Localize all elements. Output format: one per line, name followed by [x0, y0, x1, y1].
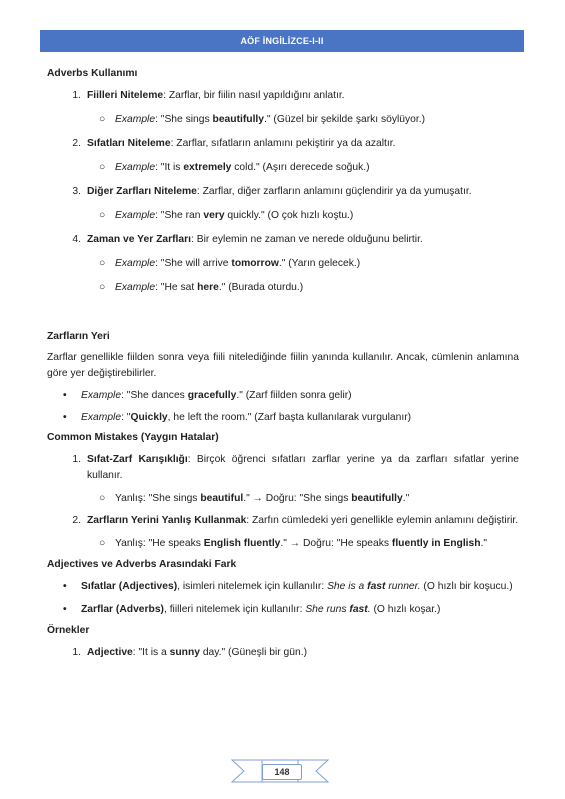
section-heading-common-mistakes: Common Mistakes (Yaygın Hatalar) [47, 432, 219, 443]
bullet-icon: • [63, 581, 67, 592]
sub-example: ○ Example: "It is extremely cold." (Aşırı derecede soğuk.) [47, 160, 519, 176]
bullet-item: • Zarflar (Adverbs), fiilleri nitelemek için kullanılır: She runs fast. (O hızlı koşar.) [47, 602, 519, 618]
bullet-item: • Example: "Quickly, he left the room." (Zarf başta kullanılarak vurgulanır) [47, 410, 519, 426]
section-heading-examples: Örnekler [47, 625, 90, 636]
bullet-icon: • [63, 604, 67, 615]
bullet-item: • Example: "She dances gracefully." (Zarf fiilden sonra gelir) [47, 388, 519, 404]
page-content [47, 67, 519, 661]
numbered-item: 4. Zaman ve Yer Zarfları: Bir eylemin ne zaman ve nerede olduğunu belirtir. [72, 234, 423, 245]
numbered-item: 2. Zarfların Yerini Yanlış Kullanmak: Zarfın cümledeki yeri genellikle eylemin anlamını değiştirir. [72, 515, 519, 526]
bullet-item: • Sıfatlar (Adjectives), isimleri nitelemek için kullanılır: She is a fast runner. (O hızlı bir koşucu.) [47, 579, 519, 595]
bullet-icon: • [63, 412, 67, 423]
section-heading-adverbs-usage: Adverbs Kullanımı [47, 68, 138, 79]
circle-bullet-icon: ○ [99, 114, 106, 125]
section-heading-adverb-position: Zarfların Yeri [47, 331, 110, 342]
numbered-item: 1. Adjective: "It is a sunny day." (Güneşli bir gün.) [72, 647, 308, 658]
circle-bullet-icon: ○ [99, 210, 106, 221]
sub-example: ○ Example: "She ran very quickly." (O çok hızlı koştu.) [47, 208, 519, 224]
circle-bullet-icon: ○ [99, 162, 106, 173]
section-heading-adjectives-vs-adverbs: Adjectives ve Adverbs Arasındaki Fark [47, 559, 237, 570]
circle-bullet-icon: ○ [99, 538, 106, 549]
numbered-item: 2. Sıfatları Niteleme: Zarflar, sıfatların anlamını pekiştirir ya da azaltır. [72, 138, 396, 149]
circle-bullet-icon: ○ [99, 258, 106, 269]
bullet-icon: • [63, 390, 67, 401]
numbered-item: 3. Diğer Zarfları Niteleme: Zarflar, diğer zarfların anlamını güçlendirir ya da yumuşatır. [72, 186, 472, 197]
paragraph: Zarflar genellikle fiilden sonra veya fiili nitelediğinde fiilin yanında kullanılır. Ancak, cümlenin anlamına göre yer değiştirebilirler. [47, 352, 519, 379]
sub-example: ○ Example: "She sings beautifully." (Güzel bir şekilde şarkı söylüyor.) [47, 112, 519, 128]
sub-example: ○ Yanlış: "He speaks English fluently." → Doğru: "He speaks fluently in English." [47, 536, 519, 552]
numbered-item: 1. Fiilleri Niteleme: Zarflar, bir fiilin nasıl yapıldığını anlatır. [72, 90, 345, 101]
sub-example: ○ Example: "She will arrive tomorrow." (Yarın gelecek.) [47, 256, 519, 272]
circle-bullet-icon: ○ [99, 493, 106, 504]
page-number: 148 [262, 764, 302, 780]
header-title: AÖF İNGİLİZCE-I-II [240, 36, 324, 46]
circle-bullet-icon: ○ [99, 282, 106, 293]
page-header [40, 30, 524, 52]
numbered-item: 1. Sıfat-Zarf Karışıklığı: Birçok öğrenci sıfatları zarflar yerine ya da zarfları sıfatlar yerine kullanır. [72, 454, 519, 481]
sub-example: ○ Example: "He sat here." (Burada oturdu.) [47, 280, 519, 296]
sub-example: ○ Yanlış: "She sings beautiful." → Doğru: "She sings beautifully." [47, 491, 519, 507]
